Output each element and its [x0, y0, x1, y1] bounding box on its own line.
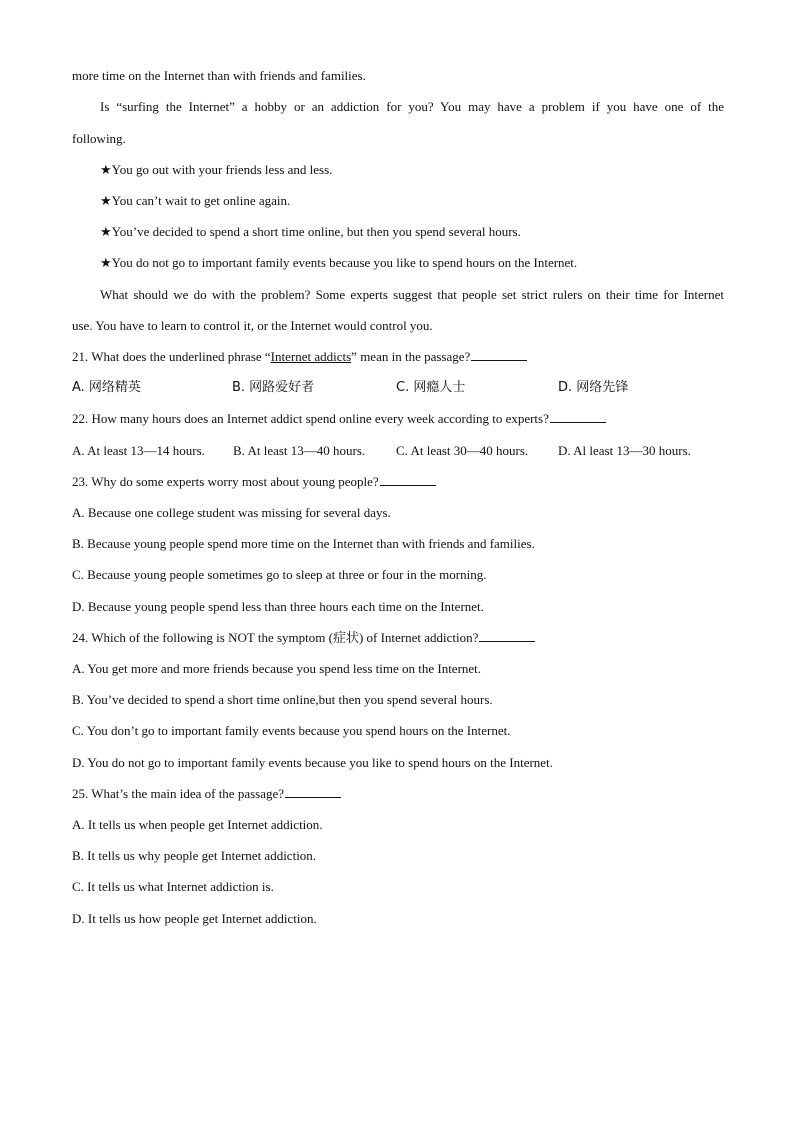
- option-a[interactable]: A. At least 13—14 hours.: [72, 443, 205, 458]
- question-21-stem: [72, 348, 724, 366]
- question-23-stem: [72, 473, 724, 491]
- question-text: ” mean in the passage?: [351, 349, 471, 364]
- passage-line: more time on the Internet than with friends and families.: [72, 68, 366, 83]
- question-24-stem: [72, 629, 724, 647]
- underlined-phrase: Internet addicts: [270, 349, 352, 364]
- answer-blank[interactable]: [550, 411, 606, 423]
- passage-closing-line: What should we do with the problem? Some experts suggest that people set strict rulers on their time for Internet: [100, 287, 724, 302]
- question-text: 21. What does the underlined phrase “: [72, 349, 271, 364]
- answer-blank[interactable]: [285, 786, 341, 798]
- option-c[interactable]: C. 网瘾人士: [396, 380, 466, 395]
- question-text: 22. How many hours does an Internet addict spend online every week according to experts?: [72, 411, 549, 426]
- option-b[interactable]: B. It tells us why people get Internet addiction.: [72, 848, 317, 863]
- option-a[interactable]: A. Because one college student was missing for several days.: [72, 505, 391, 520]
- option-b[interactable]: B. You’ve decided to spend a short time online,but then you spend several hours.: [72, 692, 493, 707]
- question-22-stem: [72, 410, 724, 428]
- passage-paragraph-question-line: following.: [72, 131, 126, 146]
- option-b[interactable]: B. At least 13—40 hours.: [233, 443, 366, 458]
- question-25-stem: [72, 785, 724, 803]
- option-b[interactable]: B. Because young people spend more time on the Internet than with friends and families.: [72, 536, 535, 551]
- question-text: 25. What’s the main idea of the passage?: [72, 786, 285, 801]
- option-a[interactable]: A. 网络精英: [72, 380, 141, 395]
- bullet-item: ★You can’t wait to get online again.: [100, 193, 291, 208]
- option-b[interactable]: B. 网路爱好者: [232, 380, 315, 395]
- option-a[interactable]: A. You get more and more friends because you spend less time on the Internet.: [72, 661, 482, 676]
- option-c[interactable]: C. At least 30—40 hours.: [396, 443, 529, 458]
- option-d[interactable]: D. 网络先锋: [558, 380, 629, 395]
- bullet-item: ★You’ve decided to spend a short time online, but then you spend several hours.: [100, 224, 521, 239]
- option-d[interactable]: D. It tells us how people get Internet addiction.: [72, 911, 317, 926]
- passage-closing-line: use. You have to learn to control it, or the Internet would control you.: [72, 318, 433, 333]
- bullet-item: ★You go out with your friends less and less.: [100, 162, 333, 177]
- option-a[interactable]: A. It tells us when people get Internet addiction.: [72, 817, 323, 832]
- option-c[interactable]: C. It tells us what Internet addiction is.: [72, 879, 274, 894]
- option-d[interactable]: D. Al least 13—30 hours.: [558, 443, 691, 458]
- question-text: 24. Which of the following is NOT the symptom (症状) of Internet addiction?: [72, 630, 479, 645]
- option-d[interactable]: D. Because young people spend less than three hours each time on the Internet.: [72, 599, 484, 614]
- answer-blank[interactable]: [380, 474, 436, 486]
- answer-blank[interactable]: [479, 630, 535, 642]
- bullet-item: ★You do not go to important family events because you like to spend hours on the Internet.: [100, 255, 578, 270]
- question-text: 23. Why do some experts worry most about young people?: [72, 474, 379, 489]
- option-d[interactable]: D. You do not go to important family events because you like to spend hours on the Internet.: [72, 755, 553, 770]
- option-c[interactable]: C. You don’t go to important family events because you spend hours on the Internet.: [72, 723, 511, 738]
- passage-paragraph-question-line: Is “surfing the Internet” a hobby or an addiction for you? You may have a problem if you have one of the: [100, 99, 724, 114]
- option-c[interactable]: C. Because young people sometimes go to sleep at three or four in the morning.: [72, 567, 487, 582]
- answer-blank[interactable]: [471, 349, 527, 361]
